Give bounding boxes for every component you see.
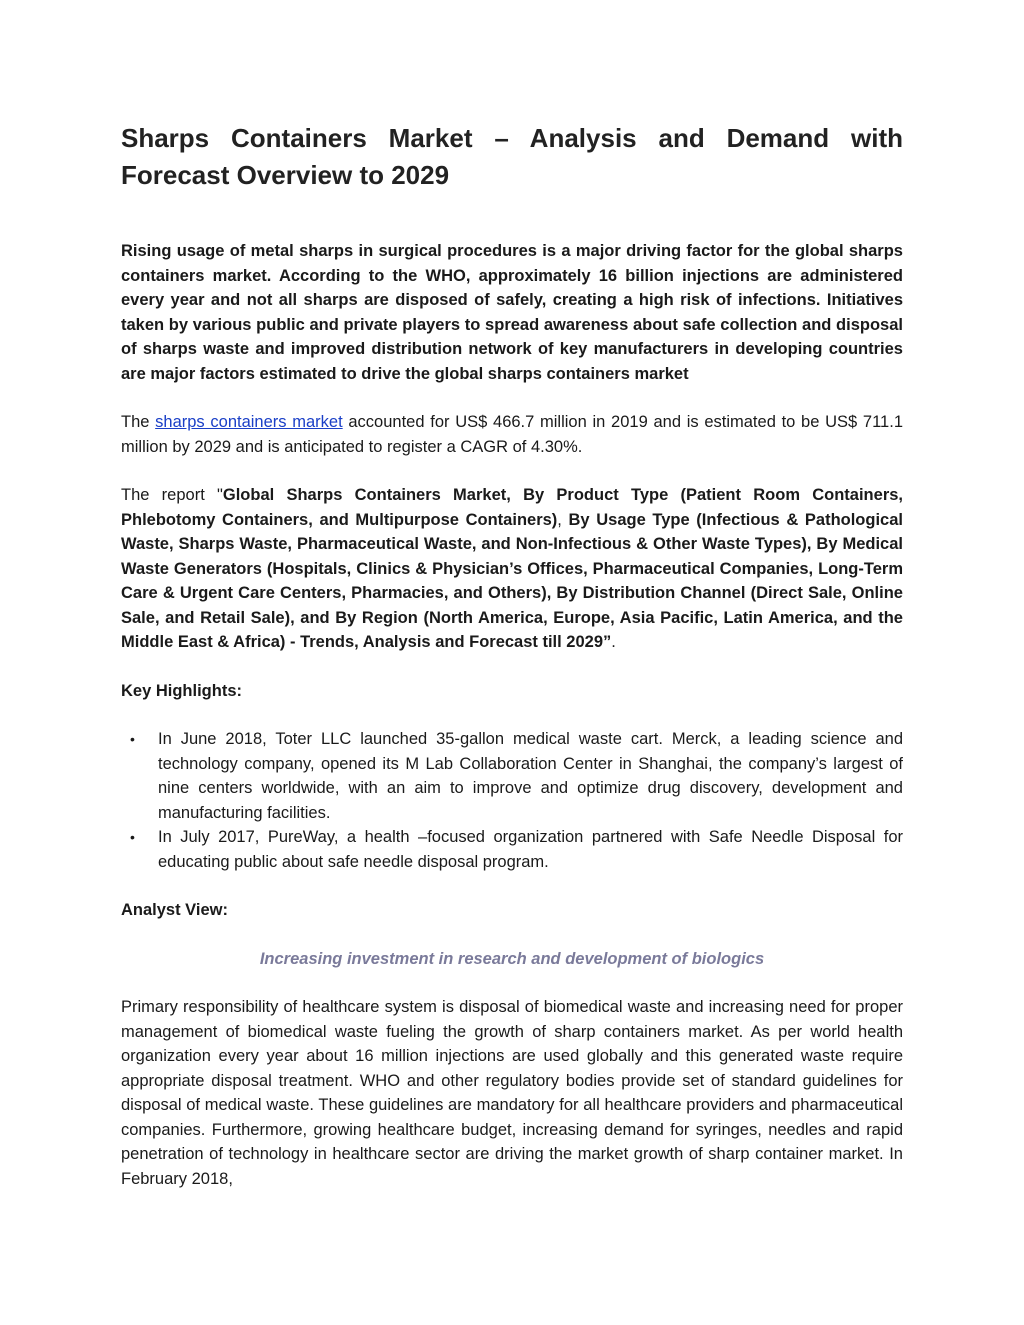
market-prefix: The <box>121 413 156 431</box>
report-title-part2: By Usage Type (Infectious & Pathological Waste, Sharps Waste, Pharmaceutical Waste, and Non-Infectious & Other Waste Types), By Medical Waste Generators (Hospitals, Clinics & Physician’s Offices, Pharmaceutical Companies, Long-Term Care & Urgent Care Centers, Pharmacies, and Others), By Distribution Channel (Direct Sale, Online Sale, and Retail Sale), and By Region (North America, Europe, Asia Pacific, Latin America, and the Middle East & Africa) - Trends, Analysis and Forecast till 2029” <box>121 510 903 651</box>
market-suffix: accounted for US$ 466.7 million in 2019 and is estimated to be US$ 711.1 million by 2029 and is anticipated to register a CAGR of 4.30%. <box>121 413 903 456</box>
analyst-view-paragraph: Primary responsibility of healthcare system is disposal of biomedical waste and increasing need for proper management of biomedical waste fueling the growth of sharp containers market. As per world health organization every year about 16 million injections are used globally and this generated waste require appropriate disposal treatment. WHO and other regulatory bodies provide set of standard guidelines for disposal of medical waste. These guidelines are mandatory for all healthcare providers and pharmaceutical companies. Furthermore, growing healthcare budget, increasing demand for syringes, needles and rapid penetration of technology in healthcare sector are driving the market growth of sharp container market. In February 2018, <box>121 998 903 1188</box>
market-size-paragraph <box>121 410 903 459</box>
report-paragraph <box>121 483 903 655</box>
report-end: . <box>611 633 616 651</box>
analyst-view-heading: Analyst View: <box>121 901 228 919</box>
sharps-containers-market-link[interactable]: sharps containers market <box>155 413 343 431</box>
document-title: Sharps Containers Market – Analysis and Demand with Forecast Overview to 2029 <box>121 123 903 190</box>
intro-paragraph: Rising usage of metal sharps in surgical procedures is a major driving factor for the global sharps containers market. According to the WHO, approximately 16 billion injections are administered every year and not all sharps are disposed of safely, creating a high risk of infections. Initiatives taken by various public and private players to spread awareness about safe collection and disposal of sharps waste and improved distribution network of key manufacturers in developing countries are major factors estimated to drive the global sharps containers market <box>121 242 903 383</box>
key-highlights-heading: Key Highlights: <box>121 681 243 700</box>
bullet-icon: • <box>130 731 135 747</box>
analyst-view-subheading: Increasing investment in research and development of biologics <box>259 949 765 968</box>
list-item <box>121 825 903 874</box>
report-separator: , <box>557 510 569 529</box>
document-page <box>121 120 903 1191</box>
highlight-text: In July 2017, PureWay, a health –focused organization partnered with Safe Needle Disposal for educating public about safe needle disposal program. <box>158 828 903 871</box>
report-prefix: The report " <box>121 486 223 504</box>
list-item <box>121 727 903 825</box>
report-title-part1: Global Sharps Containers Market, By Product Type (Patient Room Containers, Phlebotomy Containers, and Multipurpose Containers) <box>121 486 903 529</box>
key-highlights-list <box>121 727 903 874</box>
highlight-text: In June 2018, Toter LLC launched 35-gallon medical waste cart. Merck, a leading science and technology company, opened its M Lab Collaboration Center in Shanghai, the company’s largest of nine centers worldwide, with an aim to improve and optimize drug discovery, development and manufacturing facilities. <box>158 730 903 822</box>
bullet-icon: • <box>130 829 135 845</box>
